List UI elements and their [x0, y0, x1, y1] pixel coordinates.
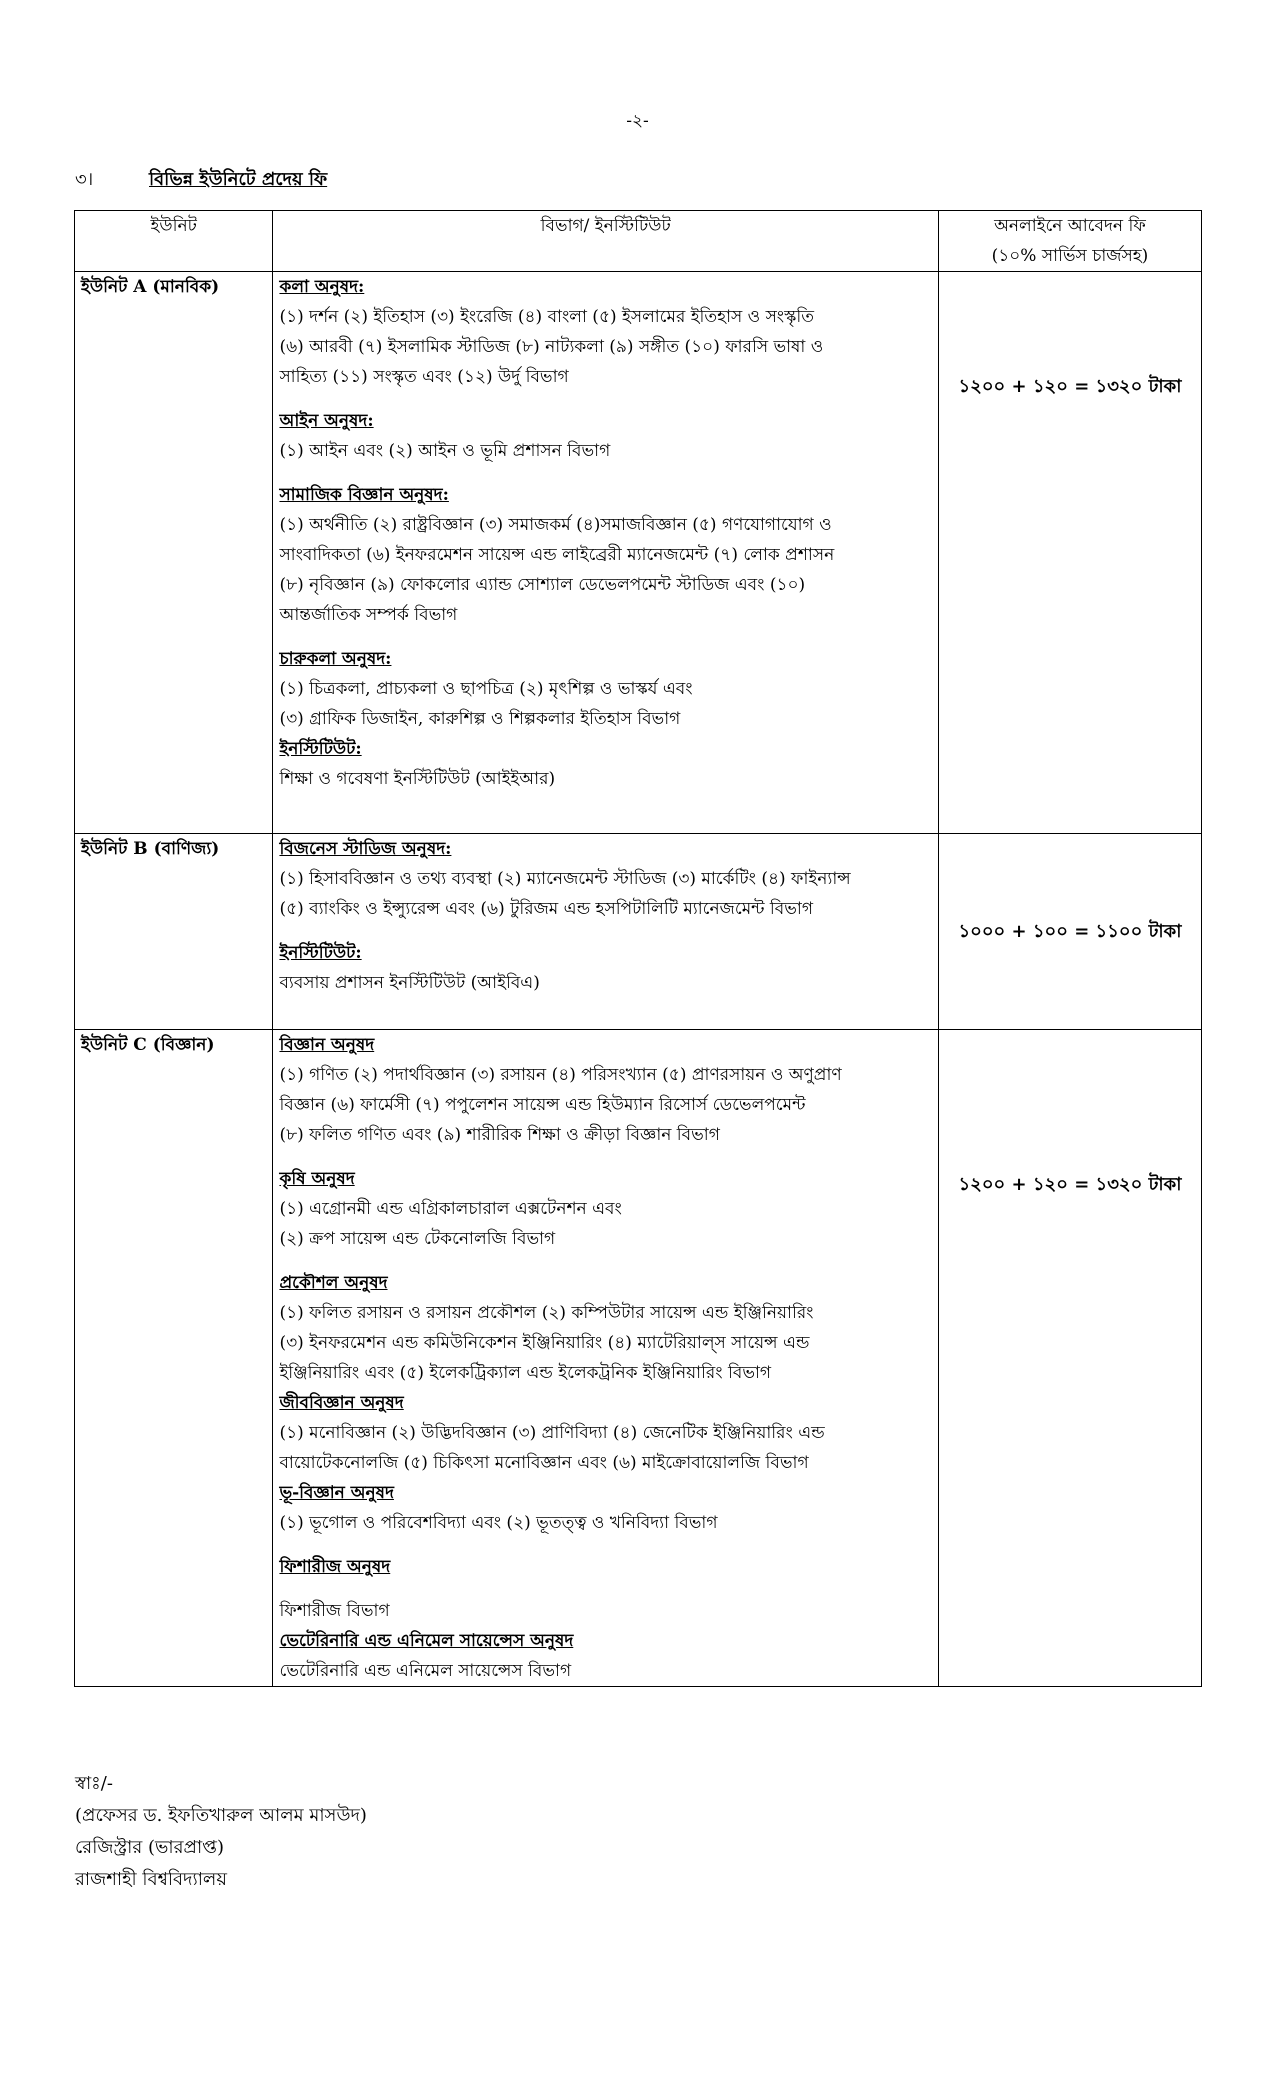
group-title: আইন অনুষদ: [279, 411, 374, 431]
fee-table [74, 210, 1202, 1687]
group-line: (১) আইন এবং (২) আইন ও ভূমি প্রশাসন বিভাগ [279, 441, 611, 461]
group-line: সাহিত্য (১১) সংস্কৃত এবং (১২) উর্দু বিভাগ [279, 367, 569, 387]
group-line: ইঞ্জিনিয়ারিং এবং (৫) ইলেকট্রিক্যাল এন্ড ইলেকট্রনিক ইঞ্জিনিয়ারিং বিভাগ [279, 1363, 772, 1383]
group-line: বিজ্ঞান (৬) ফার্মেসী (৭) পপুলেশন সায়েন্স এন্ড হিউম্যান রিসোর্স ডেভেলপমেন্ট [279, 1095, 806, 1115]
group-title: ইনস্টিটিউট: [279, 943, 362, 963]
section-number: ৩। [75, 169, 94, 190]
fee-cell: ১২০০ + ১২০ = ১৩২০ টাকা [938, 272, 1201, 834]
table-row [75, 834, 1202, 1030]
group-line: (১) এগ্রোনমী এন্ড এগ্রিকালচারাল এক্সটেনশন এবং [279, 1199, 622, 1219]
page-number: -২- [626, 111, 649, 131]
group-line: (৮) নৃবিজ্ঞান (৯) ফোকলোর এ্যান্ড সোশ্যাল ডেভেলপমেন্ট স্টাডিজ এবং (১০) [279, 575, 806, 595]
header-dept: বিভাগ/ ইনস্টিটিউট [273, 211, 938, 272]
signature-mark: স্বাঃ/- [75, 1773, 113, 1794]
group-line: (১) মনোবিজ্ঞান (২) উদ্ভিদবিজ্ঞান (৩) প্রাণিবিদ্যা (৪) জেনেটিক ইঞ্জিনিয়ারিং এন্ড [279, 1423, 825, 1443]
group-title: ফিশারীজ অনুষদ [279, 1557, 391, 1577]
group-title: প্রকৌশল অনুষদ [279, 1273, 388, 1293]
group-line: ভেটেরিনারি এন্ড এনিমেল সায়েন্সেস বিভাগ [279, 1661, 572, 1681]
dept-cell [273, 834, 938, 1030]
table-header-row [75, 211, 1202, 272]
table-row [75, 272, 1202, 834]
group-line: (৫) ব্যাংকিং ও ইন্স্যুরেন্স এবং (৬) টুরিজম এন্ড হসপিটালিটি ম্যানেজমেন্ট বিভাগ [279, 899, 813, 919]
group-line: (১) দর্শন (২) ইতিহাস (৩) ইংরেজি (৪) বাংলা (৫) ইসলামের ইতিহাস ও সংস্কৃতি [279, 307, 814, 327]
unit-cell: ইউনিট B (বাণিজ্য) [75, 834, 273, 1030]
group-line: (২) ক্রপ সায়েন্স এন্ড টেকনোলজি বিভাগ [279, 1229, 556, 1249]
unit-cell: ইউনিট C (বিজ্ঞান) [75, 1030, 273, 1687]
group-line: ফিশারীজ বিভাগ [279, 1601, 390, 1621]
group-line: (৩) ইনফরমেশন এন্ড কমিউনিকেশন ইঞ্জিনিয়ারিং (৪) ম্যাটেরিয়াল্স সায়েন্স এন্ড [279, 1333, 810, 1353]
signature-block [75, 1768, 367, 1896]
table-row [75, 1030, 1202, 1687]
group-line: (১) ভূগোল ও পরিবেশবিদ্যা এবং (২) ভূতত্ত্ব ও খনিবিদ্যা বিভাগ [279, 1513, 718, 1533]
group-line: (৩) গ্রাফিক ডিজাইন, কারুশিল্প ও শিল্পকলার ইতিহাস বিভাগ [279, 709, 681, 729]
group-title: কৃষি অনুষদ [279, 1169, 355, 1189]
group-line: সাংবাদিকতা (৬) ইনফরমেশন সায়েন্স এন্ড লাইব্রেরী ম্যানেজমেন্ট (৭) লোক প্রশাসন [279, 545, 835, 565]
group-line: (১) হিসাববিজ্ঞান ও তথ্য ব্যবস্থা (২) ম্যানেজমেন্ট স্টাডিজ (৩) মার্কেটিং (৪) ফাইন্যান্স [279, 869, 851, 889]
group-line: (১) ফলিত রসায়ন ও রসায়ন প্রকৌশল (২) কম্পিউটার সায়েন্স এন্ড ইঞ্জিনিয়ারিং [279, 1303, 814, 1323]
header-unit: ইউনিট [75, 211, 273, 272]
group-line: (১) গণিত (২) পদার্থবিজ্ঞান (৩) রসায়ন (৪) পরিসংখ্যান (৫) প্রাণরসায়ন ও অণুপ্রাণ [279, 1065, 842, 1085]
signatory-institution: রাজশাহী বিশ্ববিদ্যালয় [75, 1869, 227, 1890]
group-title: জীববিজ্ঞান অনুষদ [279, 1393, 404, 1413]
unit-cell: ইউনিট A (মানবিক) [75, 272, 273, 834]
group-title: বিজনেস স্টাডিজ অনুষদ: [279, 839, 452, 859]
signatory-name: (প্রফেসর ড. ইফতিখারুল আলম মাসউদ) [75, 1805, 367, 1826]
section-heading [75, 165, 327, 196]
header-fee-line1: অনলাইনে আবেদন ফি [994, 216, 1146, 236]
group-line: ব্যবসায় প্রশাসন ইনস্টিটিউট (আইবিএ) [279, 973, 540, 993]
fee-cell: ১২০০ + ১২০ = ১৩২০ টাকা [938, 1030, 1201, 1687]
group-title: ভূ-বিজ্ঞান অনুষদ [279, 1483, 394, 1503]
dept-cell [273, 1030, 938, 1687]
group-line: বায়োটেকনোলজি (৫) চিকিৎসা মনোবিজ্ঞান এবং (৬) মাইক্রোবায়োলজি বিভাগ [279, 1453, 809, 1473]
dept-cell [273, 272, 938, 834]
group-title: ইনস্টিটিউট: [279, 739, 362, 759]
group-title: কলা অনুষদ: [279, 277, 365, 297]
signatory-designation: রেজিস্ট্রার (ভারপ্রাপ্ত) [75, 1837, 224, 1858]
group-line: আন্তর্জাতিক সম্পর্ক বিভাগ [279, 605, 458, 625]
section-title: বিভিন্ন ইউনিটে প্রদেয় ফি [149, 169, 328, 190]
group-title: চারুকলা অনুষদ: [279, 649, 392, 669]
group-title: ভেটেরিনারি এন্ড এনিমেল সায়েন্সেস অনুষদ [279, 1631, 574, 1651]
group-line: (১) অর্থনীতি (২) রাষ্ট্রবিজ্ঞান (৩) সমাজকর্ম (৪)সমাজবিজ্ঞান (৫) গণযোগাযোগ ও [279, 515, 832, 535]
group-line: (৮) ফলিত গণিত এবং (৯) শারীরিক শিক্ষা ও ক্রীড়া বিজ্ঞান বিভাগ [279, 1125, 720, 1145]
group-line: (৬) আরবী (৭) ইসলামিক স্টাডিজ (৮) নাট্যকলা (৯) সঙ্গীত (১০) ফারসি ভাষা ও [279, 337, 824, 357]
fee-cell: ১০০০ + ১০০ = ১১০০ টাকা [938, 834, 1201, 1030]
header-fee [938, 211, 1201, 272]
group-title: সামাজিক বিজ্ঞান অনুষদ: [279, 485, 449, 505]
group-line: শিক্ষা ও গবেষণা ইনস্টিটিউট (আইইআর) [279, 769, 556, 789]
group-title: বিজ্ঞান অনুষদ [279, 1035, 375, 1055]
header-fee-line2: (১০% সার্ভিস চার্জসহ) [991, 246, 1149, 266]
group-line: (১) চিত্রকলা, প্রাচ্যকলা ও ছাপচিত্র (২) মৃৎশিল্প ও ভাস্কর্য এবং [279, 679, 693, 699]
